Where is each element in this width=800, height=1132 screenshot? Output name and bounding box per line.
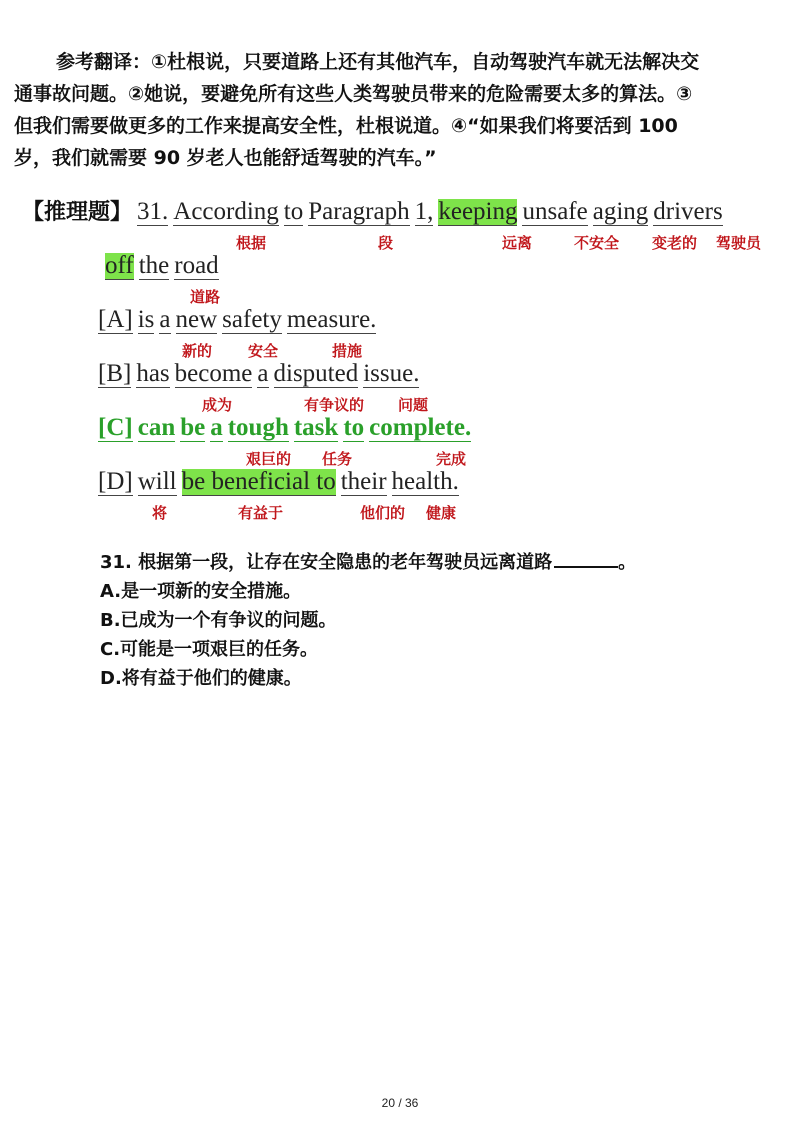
option-word: can (137, 414, 176, 441)
option-word-highlighted: be beneficial to (181, 468, 336, 495)
stem-word: unsafe (522, 198, 588, 225)
option-word: complete. (369, 414, 472, 441)
stem-word: the (138, 252, 170, 279)
option-word: a (210, 414, 223, 441)
question-stem-line-2 (105, 252, 224, 280)
gloss: 根据 (236, 234, 267, 252)
gloss: 有争议的 (304, 396, 365, 414)
gloss: 安全 (248, 342, 279, 360)
option-c-answer (98, 414, 476, 442)
option-word: disputed (273, 360, 359, 387)
translation-line: 通事故问题。②她说，要避免所有这些人类驾驶员带来的危险需要太多的算法。③ (14, 83, 693, 105)
option-word: is (137, 306, 155, 333)
gloss: 道路 (190, 288, 221, 306)
option-word: will (137, 468, 177, 495)
gloss: 将 (152, 504, 168, 522)
stem-word: Paragraph (308, 198, 410, 225)
option-word: safety (222, 306, 282, 333)
translation-line: 岁，我们就需要 90 岁老人也能舒适驾驶的汽车。” (14, 147, 437, 169)
stem-word-highlighted: keeping (438, 198, 518, 225)
question-stem-line-1 (22, 198, 728, 226)
gloss: 远离 (502, 234, 533, 252)
answer-blank (554, 548, 618, 568)
stem-word: According (173, 198, 279, 225)
gloss: 健康 (426, 504, 457, 522)
option-word: to (343, 414, 365, 441)
gloss: 完成 (436, 450, 467, 468)
gloss: 段 (378, 234, 394, 252)
option-word: tough (227, 414, 289, 441)
option-a (98, 306, 381, 334)
stem-word: 1, (414, 198, 434, 225)
chinese-question (100, 548, 636, 693)
gloss: 新的 (182, 342, 213, 360)
gloss: 驾驶员 (716, 234, 762, 252)
option-word: has (136, 360, 170, 387)
gloss: 他们的 (360, 504, 406, 522)
stem-word: 31. (137, 198, 169, 225)
stem-word: to (283, 198, 304, 225)
option-word: [C] (98, 414, 133, 441)
gloss: 有益于 (238, 504, 284, 522)
gloss: 艰巨的 (246, 450, 292, 468)
reference-translation (14, 46, 782, 174)
option-word: new (175, 306, 218, 333)
option-word: [A] (98, 306, 133, 333)
gloss: 成为 (202, 396, 233, 414)
question-type-tag: 【推理题】 (22, 200, 133, 225)
option-word: become (174, 360, 253, 387)
stem-word: drivers (653, 198, 723, 225)
gloss: 问题 (398, 396, 429, 414)
gloss: 措施 (332, 342, 363, 360)
option-word: measure. (286, 306, 377, 333)
option-word: [D] (98, 468, 133, 495)
page-number: 20 / 36 (381, 1096, 419, 1110)
stem-word: aging (592, 198, 649, 225)
chinese-question-stem (100, 548, 636, 577)
option-word: issue. (363, 360, 420, 387)
option-b (98, 360, 424, 388)
option-word: a (159, 306, 171, 333)
option-d (98, 468, 464, 496)
stem-word: road (174, 252, 219, 279)
translation-line: 但我们需要做更多的工作来提高安全性，杜根说道。④“如果我们将要活到 100 (14, 115, 678, 137)
option-word: their (340, 468, 387, 495)
chinese-option: C.可能是一项艰巨的任务。 (100, 639, 319, 660)
option-word: [B] (98, 360, 132, 387)
gloss: 任务 (322, 450, 353, 468)
gloss: 变老的 (652, 234, 698, 252)
option-word: task (293, 414, 339, 441)
chinese-option: A.是一项新的安全措施。 (100, 581, 302, 602)
option-word: health. (391, 468, 459, 495)
gloss: 不安全 (574, 234, 620, 252)
chinese-stem-text: 31. 根据第一段，让存在安全隐患的老年驾驶员远离道路 (100, 552, 553, 573)
translation-line: 参考翻译：①杜根说，只要道路上还有其他汽车，自动驾驶汽车就无法解决交 (56, 51, 700, 73)
chinese-option: D.将有益于他们的健康。 (100, 668, 302, 689)
chinese-stem-end: 。 (618, 552, 637, 573)
stem-word-highlighted: off (105, 252, 134, 279)
option-word: be (180, 414, 206, 441)
chinese-option: B.已成为一个有争议的问题。 (100, 610, 337, 631)
option-word: a (257, 360, 269, 387)
